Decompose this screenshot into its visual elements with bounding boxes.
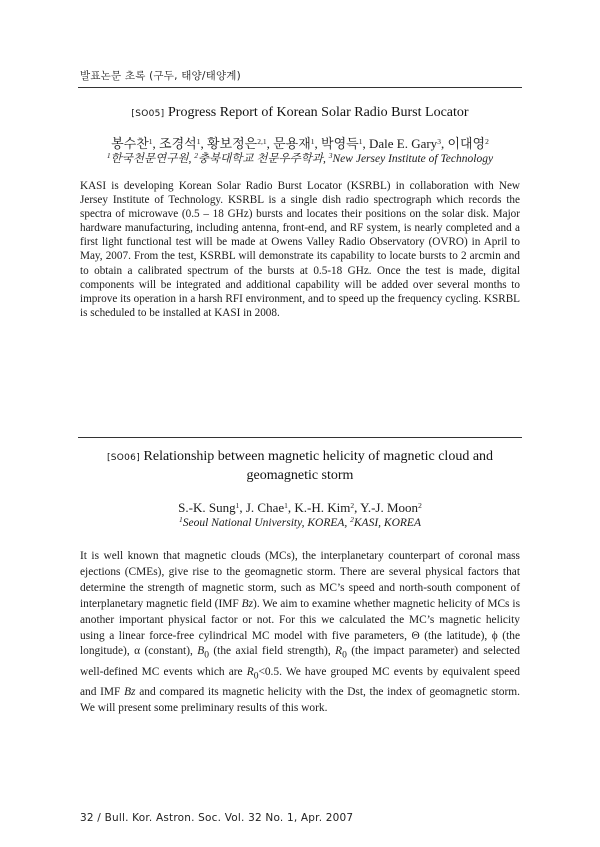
author-list: S.-K. Sung$^1$, J. Chae$^1$, K.-H. Kim$^2$, Y.-J. Moon$^2$: [178, 500, 422, 515]
header-rule: [78, 87, 522, 88]
abstract-so05: [80, 104, 520, 320]
author: 황보정은$^{2,1}$: [206, 136, 267, 151]
page-footer: 32 / Bull. Kor. Astron. Soc. Vol. 32 No. 1, Apr. 2007: [80, 812, 354, 824]
section-divider: [78, 437, 522, 438]
abstract-so06: [80, 448, 520, 717]
author: 조경석$^1$: [159, 136, 201, 151]
author: Y.-J. Moon$^2$: [360, 500, 422, 515]
abstract-code: [SO05]: [131, 109, 165, 119]
running-header: 발표논문 초록 (구두, 태양/태양계): [80, 70, 241, 82]
author: 문용재$^1$: [273, 136, 315, 151]
affiliation: $^1$Seoul National University, KOREA: [179, 515, 345, 529]
abstract-body: KASI is developing Korean Solar Radio Burst Locator (KSRBL) in collaboration with New Jersey Institute of Technology. KSRBL is a single dish radio spectrograph which records the spectra of microwave (0.5 – 18 GHz) bursts and locates their positions on the solar disk. Major hardware manufacturing, including antenna, front-end, and RF system, is nearly completed and a first light functional test will be made at Owens Valley Radio Observatory (OVRO) in April to May, 2007. From the test, KSRBL will demonstrate its capability to locate bursts to 2 arcmin and to obtain a calibrated spectrum of the bursts at 0.5-18 GHz. Once the test is made, digital components will be integrated and additional capability will be added over several months to improve its operation in a harsh RFI environment, and to speed up the frequency cycling. KSRBL is scheduled to be installed at KASI in 2008.: [80, 180, 520, 319]
abstract-title-text: Progress Report of Korean Solar Radio Burst Locator: [168, 105, 469, 120]
author: 봉수찬$^1$: [111, 136, 153, 151]
abstract-code: [SO06]: [106, 453, 141, 463]
affiliations: $^1$Seoul National University, KOREA, $^2$KASI, KOREA: [179, 515, 421, 529]
author: J. Chae$^1$: [245, 500, 288, 515]
affiliation: $^2$KASI, KOREA: [350, 515, 421, 529]
author: Dale E. Gary$^3$: [368, 136, 441, 151]
abstract-title: [80, 448, 520, 485]
affiliation: $^1$한국천문연구원: [106, 151, 189, 165]
author: 이대영$^2$: [447, 136, 489, 151]
abstract-title-text: Relationship between magnetic helicity of magnetic cloud and geomagnetic storm: [143, 449, 494, 483]
affiliations: $^1$한국천문연구원, $^2$충북대학교 천문우주학과, $^3$New Jersey Institute of Technology: [106, 151, 494, 165]
author: K.-H. Kim$^2$: [294, 500, 355, 515]
author: S.-K. Sung$^1$: [178, 500, 240, 515]
affiliation: $^2$충북대학교 천문우주학과: [194, 151, 324, 165]
affiliation: $^3$New Jersey Institute of Technology: [328, 151, 494, 165]
author: 박영득$^1$: [321, 136, 363, 151]
abstract-title: [80, 104, 520, 123]
abstract-body: It is well known that magnetic clouds (MCs), the interplanetary counterpart of coronal mass ejections (CMEs), give rise to the geomagnetic storm. There are several physical factors that determine the strength of magnetic storm, such as MC’s speed and north-south component of interplanetary magnetic field (IMF Bz). We aim to examine whether magnetic helicity of MCs is another important physical factor or not. For this we calculated the MC’s magnetic helicity using a linear force-free cylindrical MC model with five parameters, Θ (the latitude), ϕ (the longitude), α (constant), $B_0$ (the axial field strength), $R_0$ (the impact parameter) and selected well-defined MC events which are $R_0<0.5$. We have grouped MC events by equivalent speed and IMF Bz and compared its magnetic helicity with the Dst, the index of geomagnetic storm. We will present some preliminary results of this work.: [80, 550, 521, 714]
author-list: 봉수찬$^1$, 조경석$^1$, 황보정은$^{2,1}$, 문용재$^1$, 박영득$^1$, Dale E. Gary$^3$, 이대영$^2$: [111, 136, 489, 151]
